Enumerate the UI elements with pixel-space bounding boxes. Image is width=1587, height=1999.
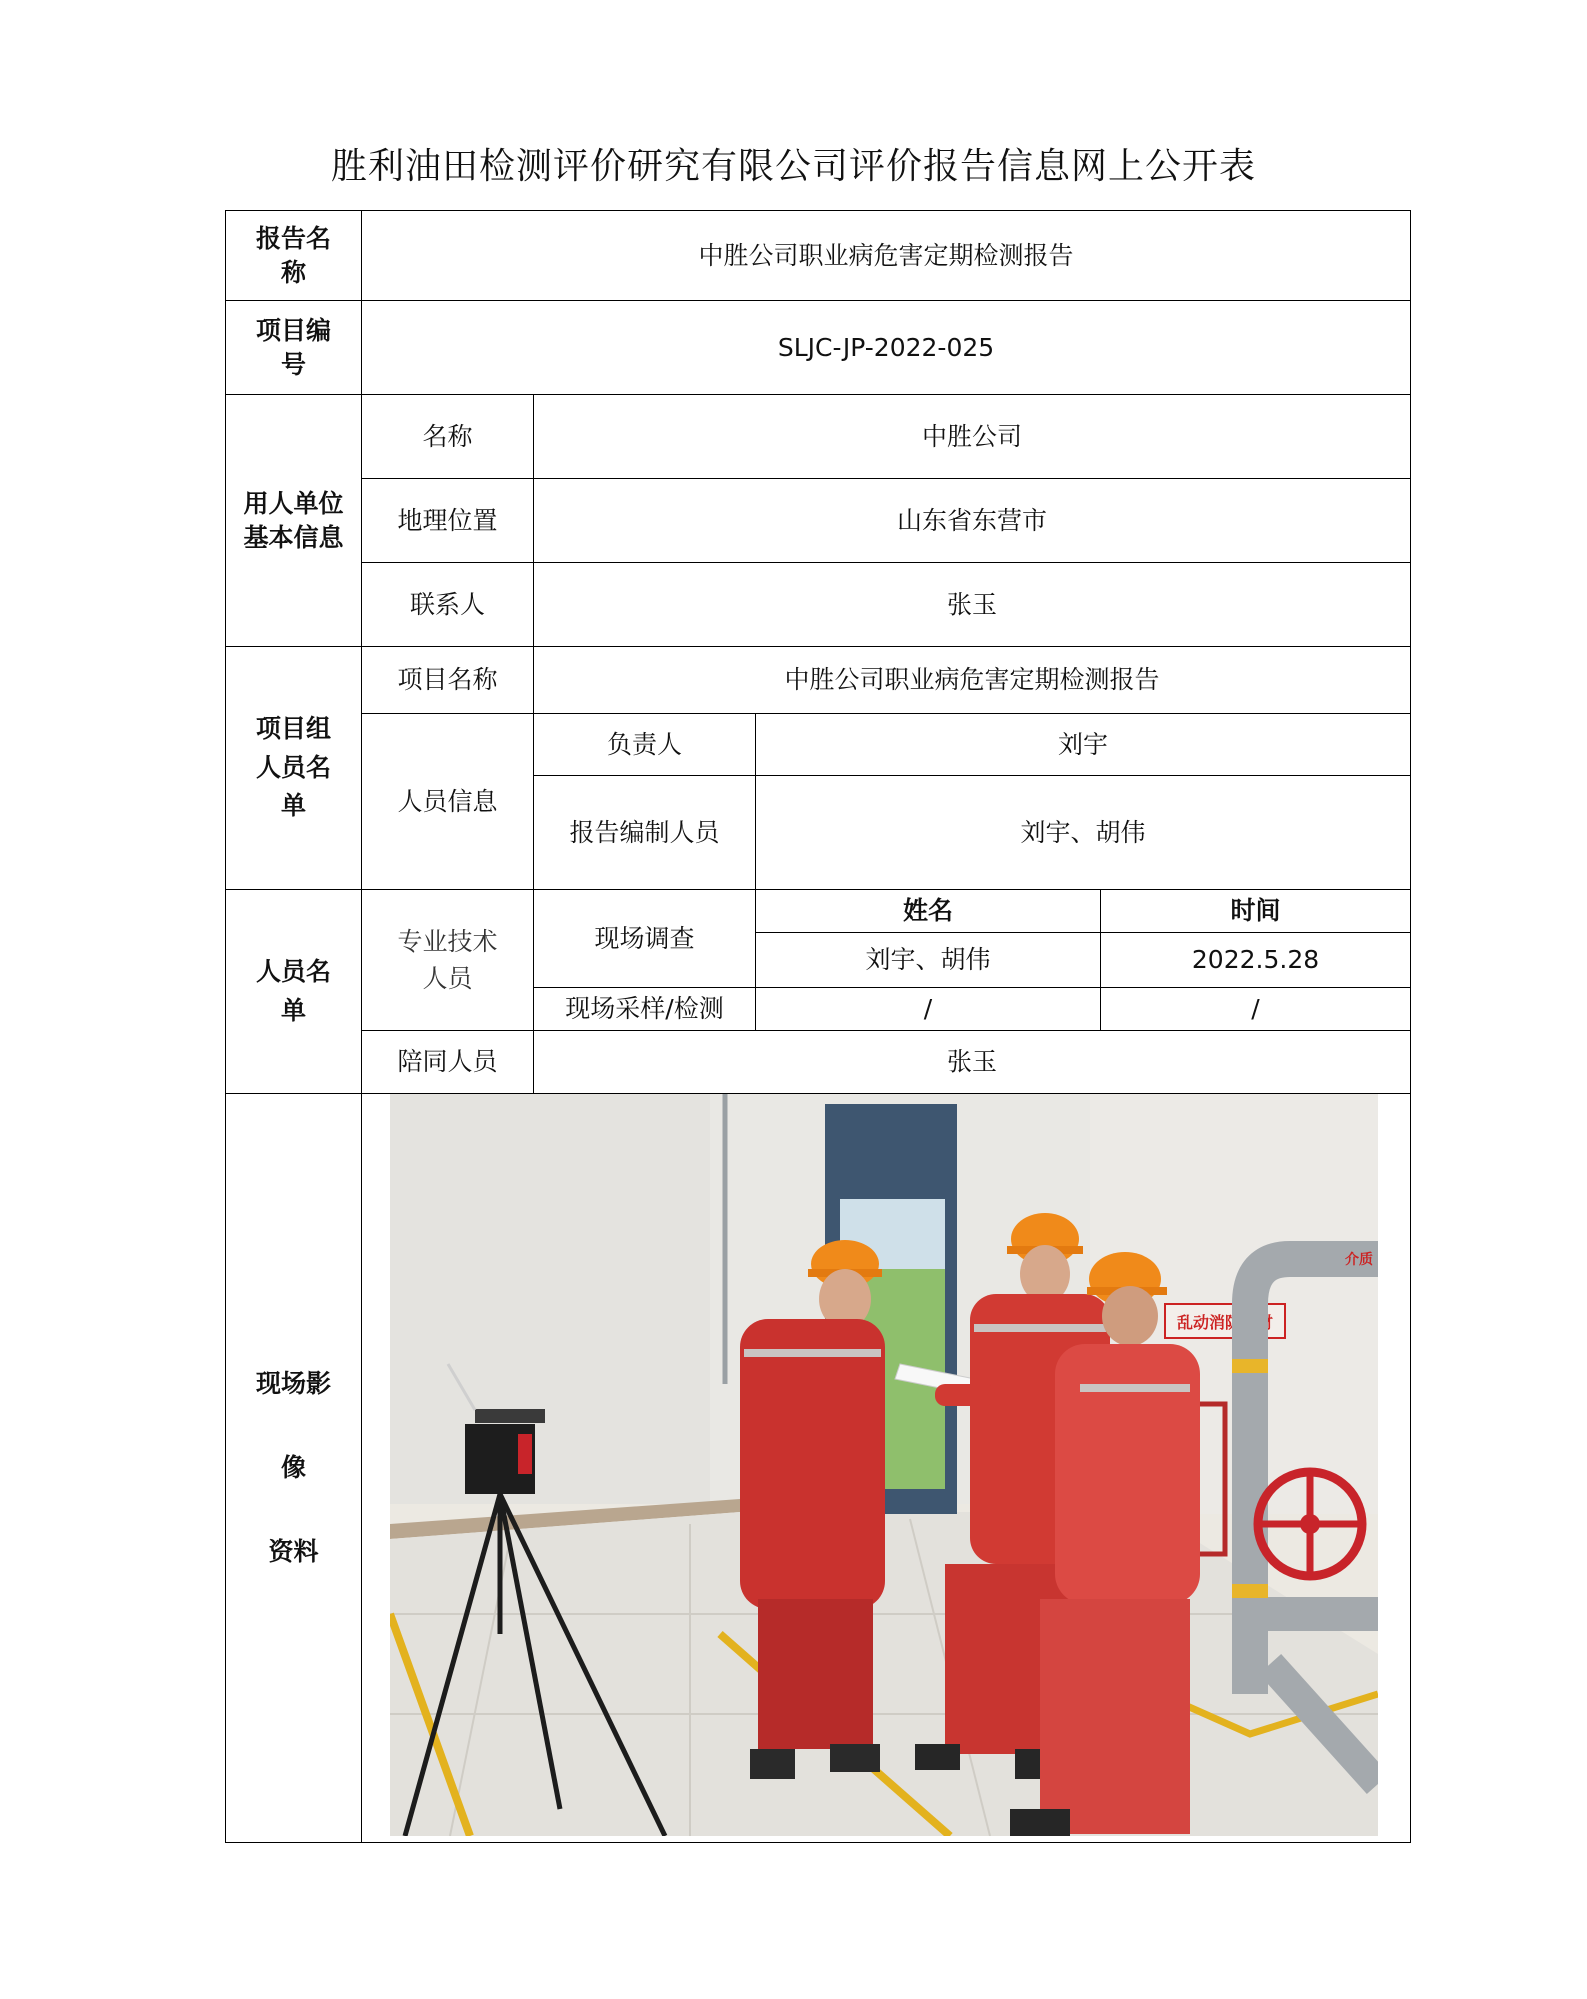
sampling-time: / bbox=[1101, 988, 1411, 1031]
row-photo bbox=[226, 1094, 1411, 1843]
page-title: 胜利油田检测评价研究有限公司评价报告信息网上公开表 bbox=[330, 146, 1256, 187]
sampling-names: / bbox=[756, 988, 1101, 1031]
leader-value: 刘宇 bbox=[756, 714, 1411, 776]
editor-value: 刘宇、胡伟 bbox=[756, 776, 1411, 890]
accompany-value: 张玉 bbox=[534, 1031, 1411, 1094]
employer-name-label: 名称 bbox=[362, 395, 534, 479]
photo-label: 现场影 像 资料 bbox=[226, 1094, 362, 1843]
project-code-label: 项目编号 bbox=[226, 301, 362, 395]
employer-contact-value: 张玉 bbox=[534, 563, 1411, 647]
row-report-name bbox=[226, 211, 1411, 301]
employer-contact-label: 联系人 bbox=[362, 563, 534, 647]
accompany-label: 陪同人员 bbox=[362, 1031, 534, 1094]
row-employer-contact bbox=[226, 563, 1411, 647]
row-accompany bbox=[226, 1031, 1411, 1094]
employer-info-label: 用人单位基本信息 bbox=[226, 395, 362, 647]
pipe-label: 介质 bbox=[1345, 1252, 1373, 1268]
row-team-leader bbox=[226, 714, 1411, 776]
sign-text: 乱动消防器材 bbox=[1176, 1313, 1274, 1332]
photo-cell bbox=[362, 1094, 1411, 1843]
site-photo bbox=[390, 1094, 1378, 1836]
tech-staff-label: 专业技术人员 bbox=[362, 890, 534, 1031]
row-employer-name bbox=[226, 395, 1411, 479]
editor-label: 报告编制人员 bbox=[534, 776, 756, 890]
team-project-name-label: 项目名称 bbox=[362, 647, 534, 714]
employer-location-label: 地理位置 bbox=[362, 479, 534, 563]
row-staff-header bbox=[226, 890, 1411, 933]
employer-location-value: 山东省东营市 bbox=[534, 479, 1411, 563]
employer-name-value: 中胜公司 bbox=[534, 395, 1411, 479]
survey-time: 2022.5.28 bbox=[1101, 933, 1411, 988]
time-header: 时间 bbox=[1101, 890, 1411, 933]
site-photo-illustration bbox=[390, 1094, 1378, 1836]
personnel-info-label: 人员信息 bbox=[362, 714, 534, 890]
row-project-code bbox=[226, 301, 1411, 395]
survey-label: 现场调查 bbox=[534, 890, 756, 988]
team-project-name-value: 中胜公司职业病危害定期检测报告 bbox=[534, 647, 1411, 714]
staff-list-label: 人员名单 bbox=[226, 890, 362, 1094]
team-label: 项目组人员名单 bbox=[226, 647, 362, 890]
row-employer-location bbox=[226, 479, 1411, 563]
disclosure-table bbox=[225, 210, 1411, 1843]
project-code-value: SLJC-JP-2022-025 bbox=[362, 301, 1411, 395]
sampling-label: 现场采样/检测 bbox=[534, 988, 756, 1031]
report-name-value: 中胜公司职业病危害定期检测报告 bbox=[362, 211, 1411, 301]
survey-names: 刘宇、胡伟 bbox=[756, 933, 1101, 988]
row-team-project bbox=[226, 647, 1411, 714]
name-header: 姓名 bbox=[756, 890, 1101, 933]
report-name-label: 报告名称 bbox=[226, 211, 362, 301]
leader-label: 负责人 bbox=[534, 714, 756, 776]
